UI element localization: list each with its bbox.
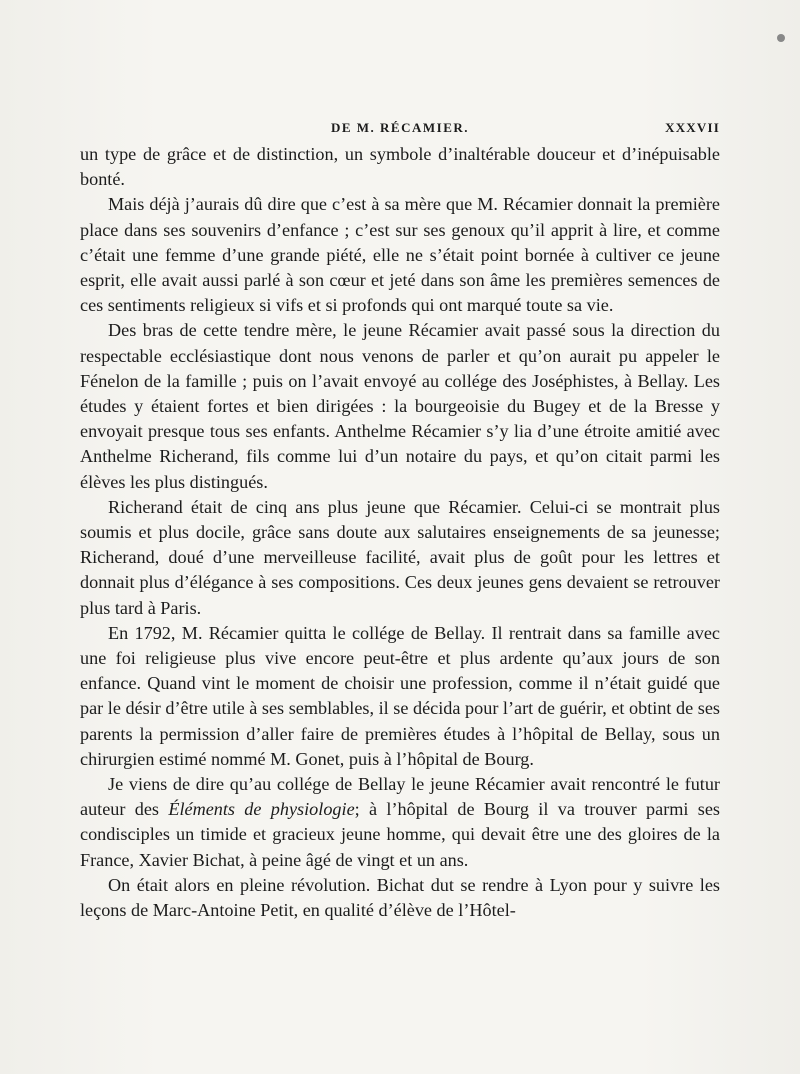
paragraph-text: ; à l’hôpital de Bourg il va trouver parmi ses condisciples un timide et gracieux jeune homme, qui devait être une des gloires de la France, Xavier Bichat, à peine âgé de vingt et un ans. <box>80 799 721 870</box>
paragraph: Richerand était de cinq ans plus jeune que Récamier. Celui-ci se montrait plus soumis et plus docile, grâce sans doute aux salutaires enseignements de sa jeunesse; Richerand, doué d’une merveilleuse facilité, avait plus de goût pour les lettres et donnait plus d’élégance à ses compositions. Ces deux jeunes gens devaient se retrouver plus tard à Paris. <box>80 496 720 618</box>
paragraph: Mais déjà j’aurais dû dire que c’est à sa mère que M. Récamier donnait la première place dans ses souvenirs d’enfance ; c’est sur ses genoux qu’il apprit à lire, et comme c’était une femme d’une grande piété, elle ne s’était point bornée à cultiver ce jeune esprit, elle avait aussi parlé à son cœur et jeté dans son âme les premières semences de ces sentiments religieux si vifs et si profonds qui ont marqué toute sa vie. <box>80 194 720 316</box>
paragraph: En 1792, M. Récamier quitta le collége de Bellay. Il rentrait dans sa famille avec une foi religieuse plus vive encore peut-être et plus ardente qu’aux jours de son enfance. Quand vint le moment de choisir une profession, comme il n’était guidé que par le désir d’être utile à ses semblables, il se décida pour l’art de guérir, et obtint de ses parents la permission d’aller faire de premières études à l’hôpital de Bellay, sous un chirurgien estimé nommé M. Gonet, puis à l’hôpital de Bourg. <box>80 622 720 769</box>
paragraph: On était alors en pleine révolution. Bichat dut se rendre à Lyon pour y suivre les leçons de Marc-Antoine Petit, en qualité d’élève de l’Hôtel- <box>80 874 720 921</box>
paragraph-text: Je viens de dire qu’au collége de Bellay le jeune Récamier avait rencontré le futur auteur des <box>80 774 720 820</box>
page-number: XXXVII <box>665 120 720 135</box>
body-text <box>80 142 720 923</box>
book-title-italic: Éléments de physiologie <box>168 799 355 820</box>
paragraph <box>80 772 720 873</box>
paper-speck <box>777 34 785 42</box>
running-head <box>80 120 720 142</box>
paragraph: Des bras de cette tendre mère, le jeune Récamier avait passé sous la direction du respectable ecclésiastique dont nous venons de parler et qu’on aurait pu appeler le Fénelon de la famille ; puis on l’avait envoyé au collége des Joséphistes, à Bellay. Les études y étaient fortes et bien dirigées : la bourgeoisie du Bugey et de la Bresse y envoyait presque tous ses enfants. Anthelme Récamier s’y lia d’une étroite amitié avec Anthelme Richerand, fils comme lui d’un notaire du pays, et qu’on citait parmi les élèves les plus distingués. <box>80 320 720 492</box>
paragraph: un type de grâce et de distinction, un symbole d’inaltérable douceur et d’inépuisable bonté. <box>80 144 720 190</box>
running-head-title: DE M. RÉCAMIER. <box>330 120 470 135</box>
